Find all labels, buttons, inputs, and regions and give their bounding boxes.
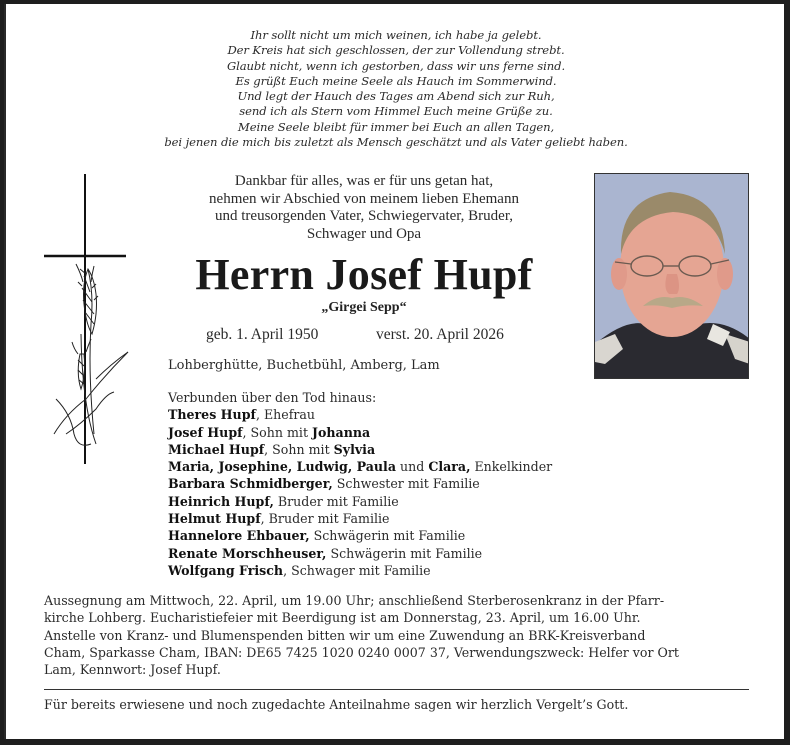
intro-line: nehmen wir Abschied von meinem lieben Ehemann <box>209 190 519 207</box>
poem-line: Ihr sollt nicht um mich weinen, ich habe ja gelebt. <box>250 28 542 42</box>
obituary-notice <box>4 4 784 739</box>
poem-line: Es grüßt Euch meine Seele als Hauch im Sommerwind. <box>235 73 557 88</box>
portrait-photo <box>594 173 749 379</box>
family-member: Theres Hupf, Ehefrau <box>168 407 316 423</box>
intro-line: Dankbar für alles, was er für uns getan hat, <box>234 173 494 189</box>
poem-line: Meine Seele bleibt für immer bei Euch an allen Tagen, <box>237 119 555 134</box>
places: Lohberghütte, Buchetbühl, Amberg, Lam <box>168 358 440 373</box>
intro-line: und treusorgenden Vater, Schwiegervater, Bruder, <box>215 208 513 225</box>
poem-line: Und legt der Hauch des Tages am Abend sich zur Ruh, <box>237 89 555 104</box>
family-member: Renate Morschheuser, Schwägerin mit Familie <box>168 545 483 561</box>
poem <box>6 28 786 150</box>
cross-with-wheat-icon <box>36 174 136 464</box>
deceased-name: Herrn Josef Hupf <box>195 250 533 299</box>
family-member: Hannelore Ehbauer, Schwägerin mit Familie <box>168 528 466 544</box>
notice-line: Anstelle von Kranz- und Blumenspenden bitten wir um eine Zuwendung an BRK-Kreisverband <box>44 627 646 643</box>
death-date: verst. 20. April 2026 <box>376 326 504 343</box>
thanks-text: Für bereits erwiesene und noch zugedachte Anteilnahme sagen wir herzlich Vergelt’s Gott. <box>44 697 629 712</box>
family-member: Barbara Schmidberger, Schwester mit Familie <box>168 476 480 492</box>
family-member: Josef Hupf, Sohn mit Johanna <box>168 424 371 440</box>
intro-text <box>164 173 564 243</box>
portrait-icon <box>595 174 749 379</box>
poem-line: bei jenen die mich bis zuletzt als Mensch geschätzt und als Vater geliebt haben. <box>164 135 628 150</box>
family-heading: Verbunden über den Tod hinaus: <box>168 390 377 405</box>
birth-date: geb. 1. April 1950 <box>206 326 319 343</box>
family-member: Heinrich Hupf, Bruder mit Familie <box>168 493 399 509</box>
nickname: „Girgei Sepp“ <box>321 300 407 315</box>
notice-line: Cham, Sparkasse Cham, IBAN: DE65 7425 1020 0240 0007 37, Verwendungszweck: Helfer vor Ort <box>44 644 679 660</box>
family-member: Michael Hupf, Sohn mit Sylvia <box>168 441 376 457</box>
family-member: Wolfgang Frisch, Schwager mit Familie <box>168 562 431 578</box>
notice-line: kirche Lohberg. Eucharistiefeier mit Beerdigung ist am Donnerstag, 23. April, um 16.00 Uhr. <box>44 610 641 626</box>
service-notice <box>44 592 749 678</box>
family-list <box>168 389 552 579</box>
family-member: Helmut Hupf, Bruder mit Familie <box>168 511 390 527</box>
notice-line: Lam, Kennwort: Josef Hupf. <box>44 662 221 678</box>
intro-line: Schwager und Opa <box>306 225 422 242</box>
family-member: Maria, Josephine, Ludwig, Paula und Clara, Enkelkinder <box>168 459 553 475</box>
poem-line: Der Kreis hat sich geschlossen, der zur Vollendung strebt. <box>227 43 565 58</box>
divider <box>44 689 749 690</box>
poem-line: send ich als Stern vom Himmel Euch meine Grüße zu. <box>239 104 553 119</box>
poem-line: Glaubt nicht, wenn ich gestorben, dass wir uns ferne sind. <box>226 58 566 73</box>
notice-line: Aussegnung am Mittwoch, 22. April, um 19.00 Uhr; anschließend Sterberosenkranz in der Pfarr- <box>44 593 665 608</box>
